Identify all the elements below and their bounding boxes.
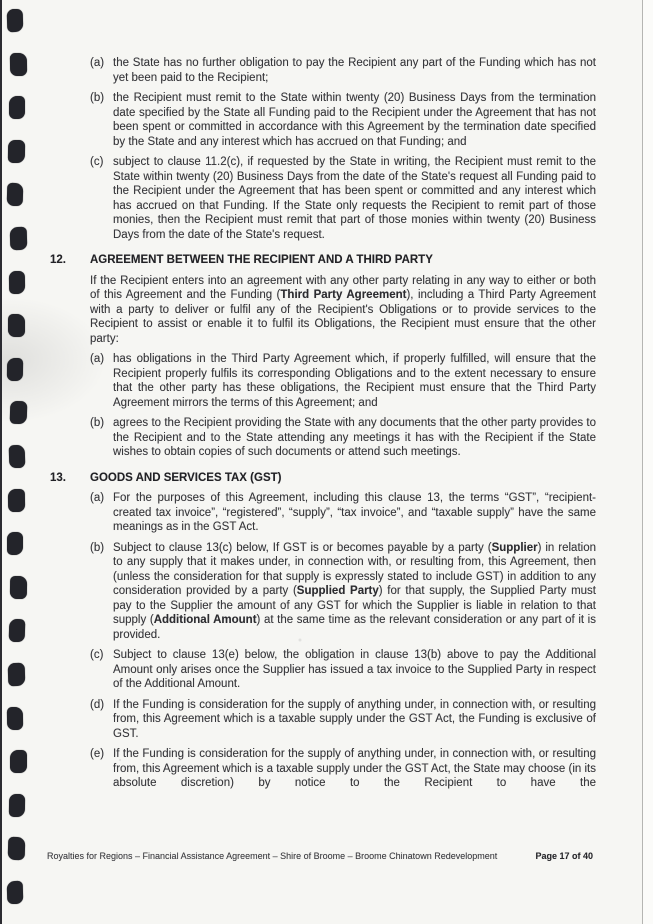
item-text xyxy=(113,56,596,85)
item-label: (e) xyxy=(90,748,105,760)
text-segment: ) for that supply, the Supplied Party must pay to the Supplier the amount of any GST for which the Supplier is liable in relation to that supply ( xyxy=(113,585,596,626)
binding-hole xyxy=(10,401,28,424)
binding-hole xyxy=(10,227,28,250)
list-item xyxy=(90,541,596,643)
section-heading xyxy=(50,253,596,268)
clause-11-continuation xyxy=(50,56,596,242)
binding-hole xyxy=(10,750,27,773)
text-segment: subject to clause 11.2(c), if requested by the State in writing, the Recipient must remit to the State within twenty (20) Business Days from the date of the State's request all Funding paid to the Recipient under the Agreement that has been spent or committed and any interest which has accrued on that Funding. If the State only requests the Recipient to remit part of those monies, then the Recipient must remit that part of those monies within twenty (20) Business Days from the date of the State's request. xyxy=(113,156,596,241)
list-item xyxy=(90,648,596,692)
binding-hole xyxy=(7,532,23,555)
binding-hole xyxy=(7,183,24,206)
binding-hole xyxy=(8,140,25,163)
list-item xyxy=(90,352,596,410)
section-title: GOODS AND SERVICES TAX (GST) xyxy=(90,471,282,484)
item-text xyxy=(113,648,596,692)
item-text xyxy=(113,747,596,791)
scan-background xyxy=(643,0,653,924)
binding-hole xyxy=(9,96,25,119)
list-item xyxy=(90,155,596,242)
list-item xyxy=(90,747,596,791)
item-text xyxy=(113,416,596,460)
text-segment: If the Funding is consideration for the supply of anything under, in connection with, or resulting from, this Agreement which is a taxable supply under the GST Act, the State may choose (in its absolute discretion) by notice to the Recipient to have the xyxy=(113,748,596,789)
binding-hole xyxy=(7,9,24,32)
item-label: (a) xyxy=(90,492,105,504)
binding-hole xyxy=(9,619,26,642)
text-segment: For the purposes of this Agreement, including this clause 13, the terms “GST”, “recipient-created tax invoice”, “registered”, “supply”, “tax invoice”, and “taxable supply” have the same meanings as in the GST Act. xyxy=(113,492,596,533)
item-label: (d) xyxy=(90,698,105,711)
text-segment: the Recipient must remit to the State within twenty (20) Business Days from the termination date specified by the State all Funding paid to the Recipient under the Agreement that has not been spent or committed in accordance with this Agreement by the termination date specified by the State and any interest which has accrued on that Funding; and xyxy=(113,92,596,148)
text-segment: ), including a Third Party Agreement with a party to deliver or fulfil any of the Recipient's Obligations or to provide services to the Recipient to assist or enable it to fulfil its Obligations, the Recipient must ensure that the other party: xyxy=(90,289,597,345)
page-footer xyxy=(47,851,593,861)
text-segment: ) in relation to any supply that it makes under, in connection with, or resulting from, this Agreement, then (unless the consideration for that supply is expressly stated to include GST) in addition to any consideration provided by a party ( xyxy=(113,541,596,597)
text-segment-bold: Third Party Agreement xyxy=(280,289,407,301)
binding-hole xyxy=(9,794,25,817)
text-segment-bold: Supplied Party xyxy=(296,585,379,597)
item-label: (b) xyxy=(90,417,105,429)
item-label: (c) xyxy=(90,649,104,661)
binding-hole xyxy=(7,706,23,729)
section-number: 12. xyxy=(50,254,66,266)
item-label: (c) xyxy=(90,156,104,168)
list-item xyxy=(90,698,596,742)
text-segment: the State has no further obligation to pay the Recipient any part of the Funding which has not yet been paid to the Recipient; xyxy=(113,57,596,84)
binding-hole xyxy=(10,576,27,599)
binding-hole xyxy=(10,52,27,75)
list-item xyxy=(90,91,596,149)
binding-strip xyxy=(0,0,36,924)
binding-hole xyxy=(7,358,23,381)
item-label: (b) xyxy=(90,92,105,104)
text-segment-bold: Additional Amount xyxy=(153,614,257,626)
page-right-edge-line xyxy=(642,0,643,924)
item-text xyxy=(113,541,596,643)
item-text xyxy=(113,698,596,742)
item-text xyxy=(113,155,596,242)
page-number: Page 17 of 40 xyxy=(535,851,593,861)
binding-hole xyxy=(8,314,25,337)
binding-hole xyxy=(9,445,26,468)
item-label: (b) xyxy=(90,541,105,554)
item-text xyxy=(113,491,596,535)
item-label: (a) xyxy=(90,57,105,69)
section-number: 13. xyxy=(50,471,66,484)
text-segment: ) at the same time as the relevant consideration or any part of it is provided. xyxy=(113,614,596,641)
section-title: AGREEMENT BETWEEN THE RECIPIENT AND A THIRD PARTY xyxy=(90,254,433,266)
text-segment: If the Funding is consideration for the supply of anything under, in connection with, or resulting from, this Agreement which is a taxable supply under the GST Act, the Funding is exclusive of GST. xyxy=(113,698,596,740)
binding-hole xyxy=(8,663,26,686)
text-segment: has obligations in the Third Party Agreement which, if properly fulfilled, will ensure that the Recipient properly fulfils its corresponding Obligations and to the extent necessary to ensure that the other party has these obligations, the Recipient must ensure that the Third Party Agreement mirrors the terms of this Agreement; and xyxy=(113,353,596,409)
binding-hole xyxy=(9,270,25,293)
binding-hole xyxy=(8,488,25,511)
section-12 xyxy=(50,253,596,460)
document-body xyxy=(50,56,596,797)
text-segment-bold: Supplier xyxy=(491,541,538,554)
section-13 xyxy=(50,471,596,791)
binding-hole xyxy=(8,837,26,860)
list-item xyxy=(90,56,596,85)
list-item xyxy=(90,416,596,460)
text-segment: agrees to the Recipient providing the State with any documents that the other party provides to the Recipient and to the State attending any meetings it has with the Recipient if the State wishes to obtain copies of such documents or attend such meetings. xyxy=(113,417,596,458)
binding-hole xyxy=(7,881,24,904)
list-item xyxy=(90,491,596,535)
footer-document-title: Royalties for Regions – Financial Assistance Agreement – Shire of Broome – Broome Chinatown Redevelopment xyxy=(47,851,498,861)
section-intro xyxy=(90,274,596,347)
item-text xyxy=(113,352,596,410)
item-label: (a) xyxy=(90,353,105,365)
text-segment: If the Recipient enters into an agreement with any other party relating in any way to either or both of this Agreement and the Funding ( xyxy=(90,274,596,301)
section-heading xyxy=(50,471,596,486)
text-segment: Subject to clause 13(c) below, If GST is or becomes payable by a party ( xyxy=(113,541,492,554)
item-text xyxy=(113,91,596,149)
text-segment: Subject to clause 13(e) below, the obligation in clause 13(b) above to pay the Additional Amount only arises once the Supplier has issued a tax invoice to the Supplied Party in respect of the Additional Amount. xyxy=(113,649,596,690)
